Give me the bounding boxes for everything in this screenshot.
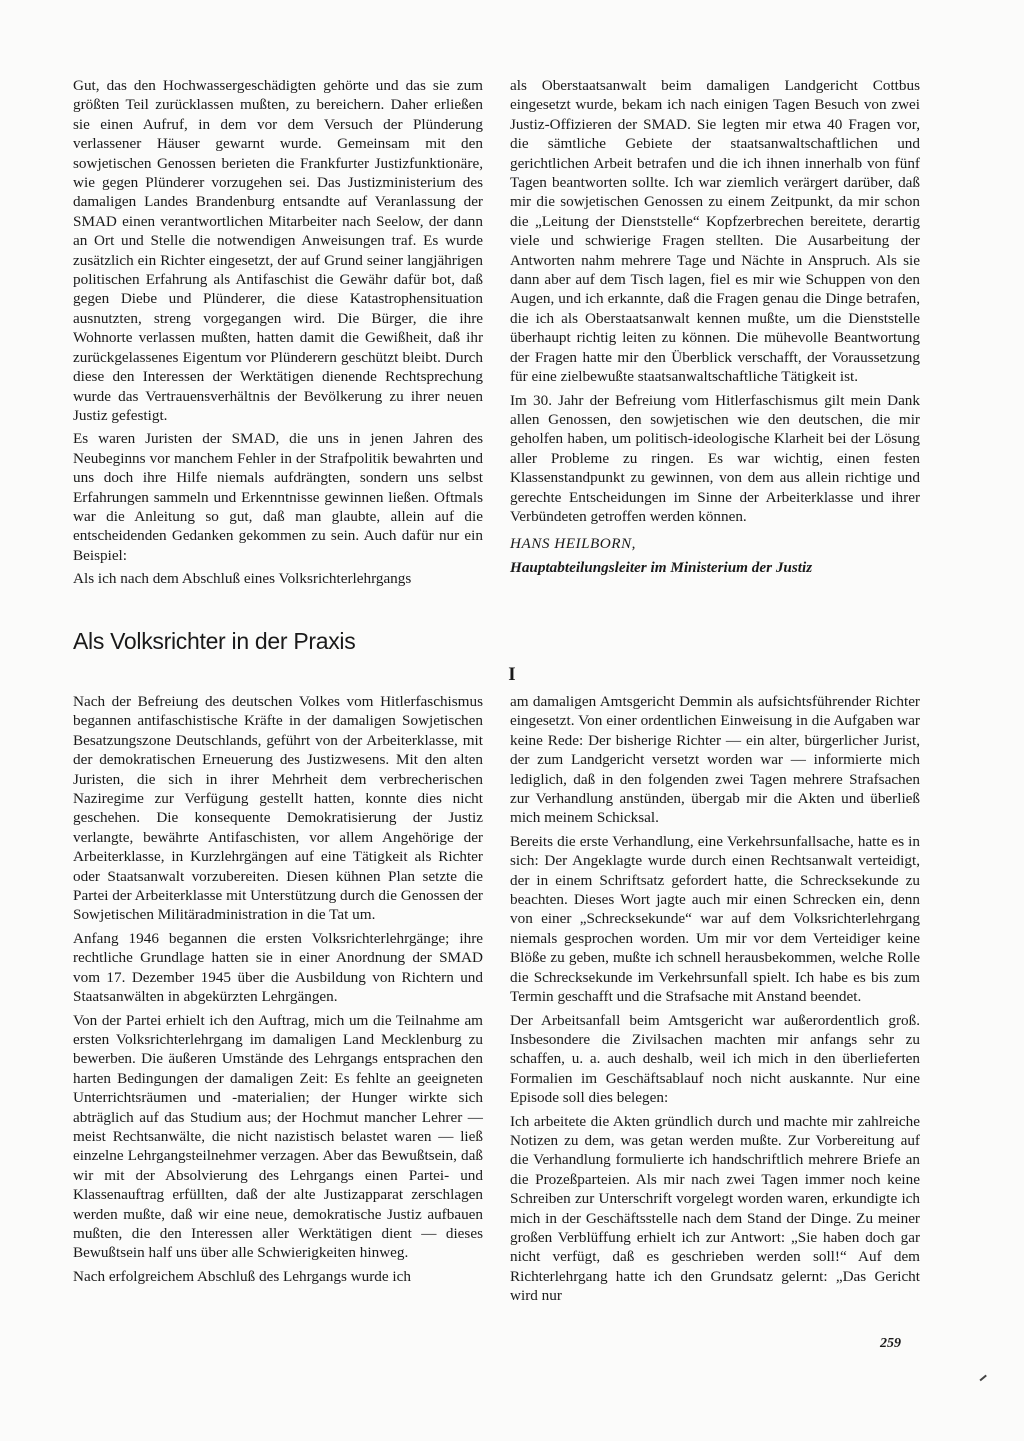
paragraph: Ich arbeitete die Akten gründlich durch und machte mir zahlreiche Notizen zu dem, was getan werden mußte. Zur Vorbereitung auf die Verhandlung formulierte ich handschriftlich mehrere Briefe an die Prozeßparteien. Als mir nach zwei Tagen immer noch keine Schreiben zur Unterschrift vorgelegt worden waren, erkundigte ich mich in der Geschäftsstelle nach dem Stand der Dinge. Zu meiner großen Verblüffung erhielt ich zur Antwort: „Sie haben doch gar nicht verfügt, daß es geschrieben werden soll!“ Auf dem Richterlehrgang hatte ich den Grundsatz gelernt: „Das Gericht wird nur bbox=[510, 1112, 920, 1305]
section-heading: Als Volksrichter in der Praxis bbox=[73, 628, 356, 654]
paragraph: Bereits die erste Verhandlung, eine Verkehrsunfallsache, hatte es in sich: Der Angeklagte wurde durch einen Rechtsanwalt verteidigt, der in einem Schriftsatz gefordert hatte, die Schrecksekunde zu beachten. Dieses Wort jagte auch mir einen Schrecken ein, denn von einer „Schrecksekunde“ war auf dem Volksrichterlehrgang niemals gesprochen worden. Um mir vor dem Verteidiger keine Blöße zu geben, mußte ich schnell herausbekommen, welche Rolle die Schrecksekunde im Verkehrsunfall spielt. Ich habe es bis zum Termin geschafft und die Strafsache mit Anstand beendet. bbox=[510, 832, 920, 1006]
top-left-column bbox=[73, 76, 483, 593]
paragraph: Es waren Juristen der SMAD, die uns in jenen Jahren des Neubeginns vor manchem Fehler in der Strafpolitik bewahrten und uns doch ihre Hilfe niemals aufdrängten, sondern uns selbst Erfahrungen sammeln und Erkenntnisse gewinnen ließen. Oftmals war die Anleitung so gut, daß man glaubte, allein auf die entscheidenden Gedanken gekommen zu sein. Auch dafür nur ein Beispiel: bbox=[73, 430, 483, 564]
top-right-column bbox=[510, 76, 920, 581]
bottom-left-column bbox=[73, 692, 483, 1290]
paragraph: Nach der Befreiung des deutschen Volkes vom Hitlerfaschismus begannen antifaschistische Kräfte in der damaligen Sowjetischen Besatzungszone Deutschlands, geführt von der Arbeiterklasse, mit der demokratischen Erneuerung des Justizwesens. Mit den alten Juristen, die sich in ihrer Mehrheit dem verbrecherischen Naziregime zur Verfügung gestellt hatten, konnte dies nicht geschehen. Die konsequente Demokratisierung der Justiz verlangte, bewährte Antifaschisten, vor allem Angehörige der Arbeiterklasse, in Kurzlehrgängen auf eine Tätigkeit als Richter oder Staatsanwalt vorzubereiten. Diesen kühnen Plan setzte die Partei der Arbeiterklasse mit Unterstützung durch die Genossen der Sowjetischen Militäradministration in die Tat um. bbox=[73, 693, 483, 924]
paragraph: Von der Partei erhielt ich den Auftrag, mich um die Teilnahme am ersten Volksrichterlehrgang im damaligen Land Mecklenburg zu bewerben. Die äußeren Umstände des Lehrgangs entsprachen den harten Bedingungen der damaligen Zeit: Es fehlte an geeigneten Unterrichtsräumen und -materialien; der Hunger wirkte sich abträglich auf das Studium aus; der Hochmut mancher Lehrer — meist Rechtsanwälte, die nicht nazistisch belastet waren — ließ einzelne Lehrgangsteilnehmer verzagen. Aber das Bewußtsein, daß wir mit der Absolvierung des Lehrgangs einen Partei- und Klassenauftrag erfüllten, daß der alte Justizapparat zerschlagen werden mußte, daß wir eine neue, demokratische Justiz aufbauen mußten, die den Interessen aller Werktätigen dient — dieses Bewußtsein half uns über alle Schwierigkeiten hinweg. bbox=[73, 1011, 483, 1262]
paragraph: Im 30. Jahr der Befreiung vom Hitlerfaschismus gilt mein Dank allen Genossen, den sowjetischen wie den deutschen, die mir geholfen haben, um politisch-ideologische Klarheit bei der Lösung aller Probleme zu ringen. Es war wichtig, einen festen Klassenstandpunkt zu gewinnen, von dem aus allein richtige und gerechte Entscheidungen im Sinne der Arbeiterklasse und ihrer Verbündeten getroffen werden können. bbox=[510, 391, 920, 525]
paragraph: Gut, das den Hochwassergeschädigten gehörte und das sie zum größten Teil zurücklassen mußten, zu bereichern. Daher erließen sie einen Aufruf, in dem vor dem Versuch der Plünderung verlassener Häuser gewarnt wurde. Gemeinsam mit den sowjetischen Genossen berieten die Frankfurter Justizfunktionäre, wie gegen Plünderer vorzugehen sei. Das Justizministerium des damaligen Landes Brandenburg entsandte auf Veranlassung der SMAD einen verantwortlichen Mitarbeiter nach Seelow, der dann an Ort und Stelle die notwendigen Anweisungen traf. Es wurde zusätzlich ein Richter eingesetzt, der auf Grund seiner langjährigen politischen Erfahrung als Antifaschist die Gewähr dafür bot, daß gegen Diebe und Plünderer, die diese Katastrophensituation ausnutzten, streng vorgegangen wird. Die Bürger, die ihre Wohnorte verlassen mußten, hatten damit die Gewißheit, daß ihr zurückgelassenes Eigentum vor Plünderern geschützt bleibt. Durch diese den Interessen der Werktätigen dienende Rechtsprechung wurde das Vertrauensverhältnis der Bevölkerung zu ihrer neuen Justiz gefestigt. bbox=[73, 77, 483, 424]
scan-mark bbox=[979, 1375, 986, 1381]
paragraph: Anfang 1946 begannen die ersten Volksrichterlehrgänge; ihre rechtliche Grundlage hatten sie in einer Anordnung der SMAD vom 17. Dezember 1945 über die Ausbildung von Richtern und Staatsanwälten in abgekürzten Lehrgängen. bbox=[73, 929, 483, 1006]
paragraph: Nach erfolgreichem Abschluß des Lehrgangs wurde ich bbox=[73, 1267, 411, 1285]
signature-role: Hauptabteilungsleiter im Ministerium der Justiz bbox=[510, 558, 813, 576]
bottom-right-column bbox=[510, 692, 920, 1310]
paragraph: Als ich nach dem Abschluß eines Volksrichterlehrgangs bbox=[73, 570, 412, 588]
paragraph: am damaligen Amtsgericht Demmin als aufsichtsführender Richter eingesetzt. Von einer ordentlichen Einweisung in die Aufgaben war keine Rede: Der bisherige Richter — ein alter, bürgerlicher Jurist, der zum Landgericht versetzt worden war — informierte mich lediglich, daß in den folgenden zwei Tagen mehrere Strafsachen zur Verhandlung anstünden, übergab mir die Akten und überließ mich meinem Schicksal. bbox=[510, 693, 920, 827]
paragraph: als Oberstaatsanwalt beim damaligen Landgericht Cottbus eingesetzt wurde, bekam ich nach einigen Tagen Besuch von zwei Justiz-Offizieren der SMAD. Sie legten mir etwa 40 Fragen vor, die sämtliche Gebiete der staatsanwaltschaftlichen und gerichtlichen Arbeit betrafen und die ich ihnen innerhalb von fünf Tagen beantworten sollte. Ich war ziemlich verärgert darüber, daß mir die sowjetischen Genossen zu einem Zeitpunkt, da mir schon die „Leitung der Dienststelle“ Kopfzerbrechen bereitete, derartig viele und schwierige Fragen stellten. Die Ausarbeitung der Antworten nahm mehrere Tage und Nächte in Anspruch. Als sie dann aber auf dem Tisch lagen, fiel es mir wie Schuppen von den Augen, und ich erkannte, daß die Fragen genau die Dinge betrafen, die ich als Oberstaatsanwalt kennen mußte, um die Dienststelle überhaupt richtig leiten zu können. Die mühevolle Beantwortung der Fragen hatte mir den Überblick verschafft, der Voraussetzung für eine zielbewußte staatsanwaltschaftliche Tätigkeit ist. bbox=[510, 77, 920, 386]
page-number: 259 bbox=[880, 1336, 901, 1351]
paragraph: Der Arbeitsanfall beim Amtsgericht war außerordentlich groß. Insbesondere die Zivilsachen machten mir anfangs sehr zu schaffen, u. a. auch deshalb, weil ich mich in den überlieferten Formalien im Geschäftsablauf noch nicht auskannte. Nur eine Episode soll dies belegen: bbox=[510, 1011, 920, 1107]
section-number: I bbox=[508, 664, 516, 685]
signature-name: HANS HEILBORN, bbox=[510, 535, 636, 553]
